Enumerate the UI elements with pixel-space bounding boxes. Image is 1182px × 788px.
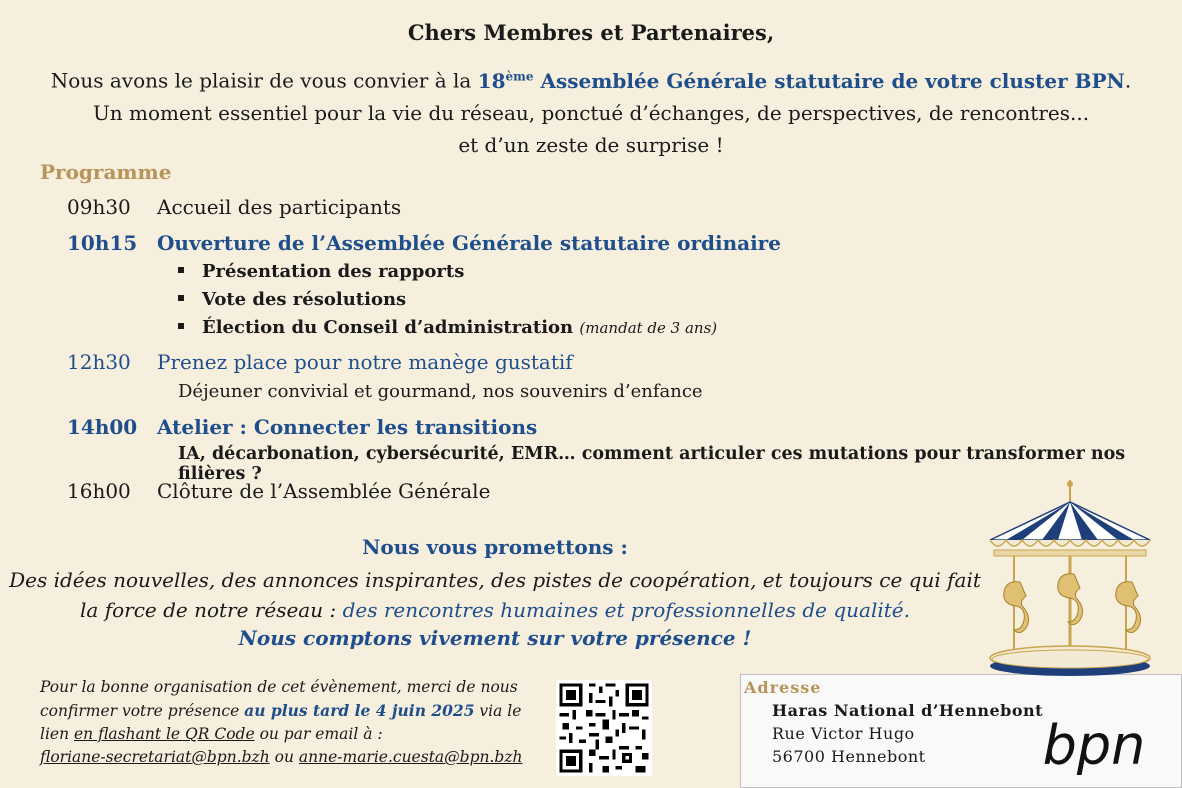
address-name: Haras National d’Hennebont (772, 701, 1044, 720)
bpn-logo-text: bpn (1042, 714, 1146, 776)
programme-label: Clôture de l’Assemblée Générale (157, 479, 491, 503)
programme-time: 12h30 (67, 350, 131, 374)
address-title: Adresse (744, 678, 822, 697)
programme-label: Ouverture de l’Assemblée Générale statutaire ordinaire (157, 231, 781, 255)
programme-label: Atelier : Connecter les transitions (157, 415, 538, 439)
qr-link[interactable]: en flashant le QR Code (74, 725, 255, 743)
programme-time: 09h30 (67, 195, 131, 219)
invite-line-2: Un moment essentiel pour la vie du réseau, ponctué d’échanges, de perspectives, de rencontres... (92, 100, 1090, 125)
programme-title: Programme (40, 160, 172, 184)
invite-line-1: Nous avons le plaisir de vous convier à la 18ème Assemblée Générale statutaire de votre cluster BPN. (50, 68, 1132, 93)
address-city: 56700 Hennebont (772, 747, 926, 766)
bullet-item: Présentation des rapports (178, 261, 464, 282)
programme-item (67, 350, 573, 374)
programme-item (67, 195, 401, 219)
promise-line-1: Des idées nouvelles, des annonces inspirantes, des pistes de coopération, et toujours ce qui fait (9, 568, 981, 592)
programme-item (67, 415, 537, 439)
rsvp-deadline: au plus tard le 4 juin 2025 (244, 701, 475, 720)
carousel-icon (984, 478, 1156, 678)
closing-line: Nous comptons vivement sur votre présence ! (238, 626, 752, 650)
bullet-square-icon (178, 295, 184, 301)
invite-highlight: 18ème Assemblée Générale statutaire de votre cluster BPN (477, 68, 1125, 93)
programme-label: Accueil des participants (157, 195, 402, 219)
qr-code-icon[interactable] (556, 680, 652, 776)
programme-item (67, 479, 490, 503)
promise-text (0, 565, 990, 625)
workshop-detail: IA, décarbonation, cybersécurité, EMR… comment articuler ces mutations pour transformer nos filières ? (178, 444, 1126, 484)
greeting: Chers Membres et Partenaires, (407, 20, 775, 45)
programme-time: 14h00 (67, 415, 138, 439)
invite-line-3: et d’un zeste de surprise ! (458, 132, 724, 157)
bullet-square-icon (178, 323, 184, 329)
programme-time: 16h00 (67, 479, 131, 503)
programme-time: 10h15 (67, 231, 138, 255)
mandate-note: (mandat de 3 ans) (579, 319, 718, 337)
promise-title: Nous vous promettons : (362, 535, 628, 559)
programme-item (67, 231, 781, 255)
email-link-floriane[interactable]: floriane-secretariat@bpn.bzh (40, 748, 270, 766)
invite-prefix: Nous avons le plaisir de vous convier à la (50, 68, 478, 93)
bullet-item: Vote des résolutions (178, 289, 406, 310)
invitation-text (0, 60, 1182, 161)
programme-label: Prenez place pour notre manège gustatif (157, 350, 573, 374)
email-link-anne-marie[interactable]: anne-marie.cuesta@bpn.bzh (298, 748, 523, 766)
lunch-detail: Déjeuner convivial et gourmand, nos souvenirs d’enfance (178, 381, 703, 402)
bullet-square-icon (178, 267, 184, 273)
bullet-item: Élection du Conseil d’administration (mandat de 3 ans) (178, 317, 717, 338)
rsvp-text: Pour la bonne organisation de cet évènement, merci de nous confirmer votre présence au plus tard le 4 juin 2025 via le lien en flashant le QR Code ou par email à : floriane-secretariat@bpn.bzh ou anne-marie.cuesta@bpn.bzh (40, 678, 523, 766)
bpn-logo (1040, 712, 1148, 776)
promise-line-2: la force de notre réseau : des rencontres humaines et professionnelles de qualité. (80, 598, 910, 622)
address-street: Rue Victor Hugo (772, 724, 915, 743)
